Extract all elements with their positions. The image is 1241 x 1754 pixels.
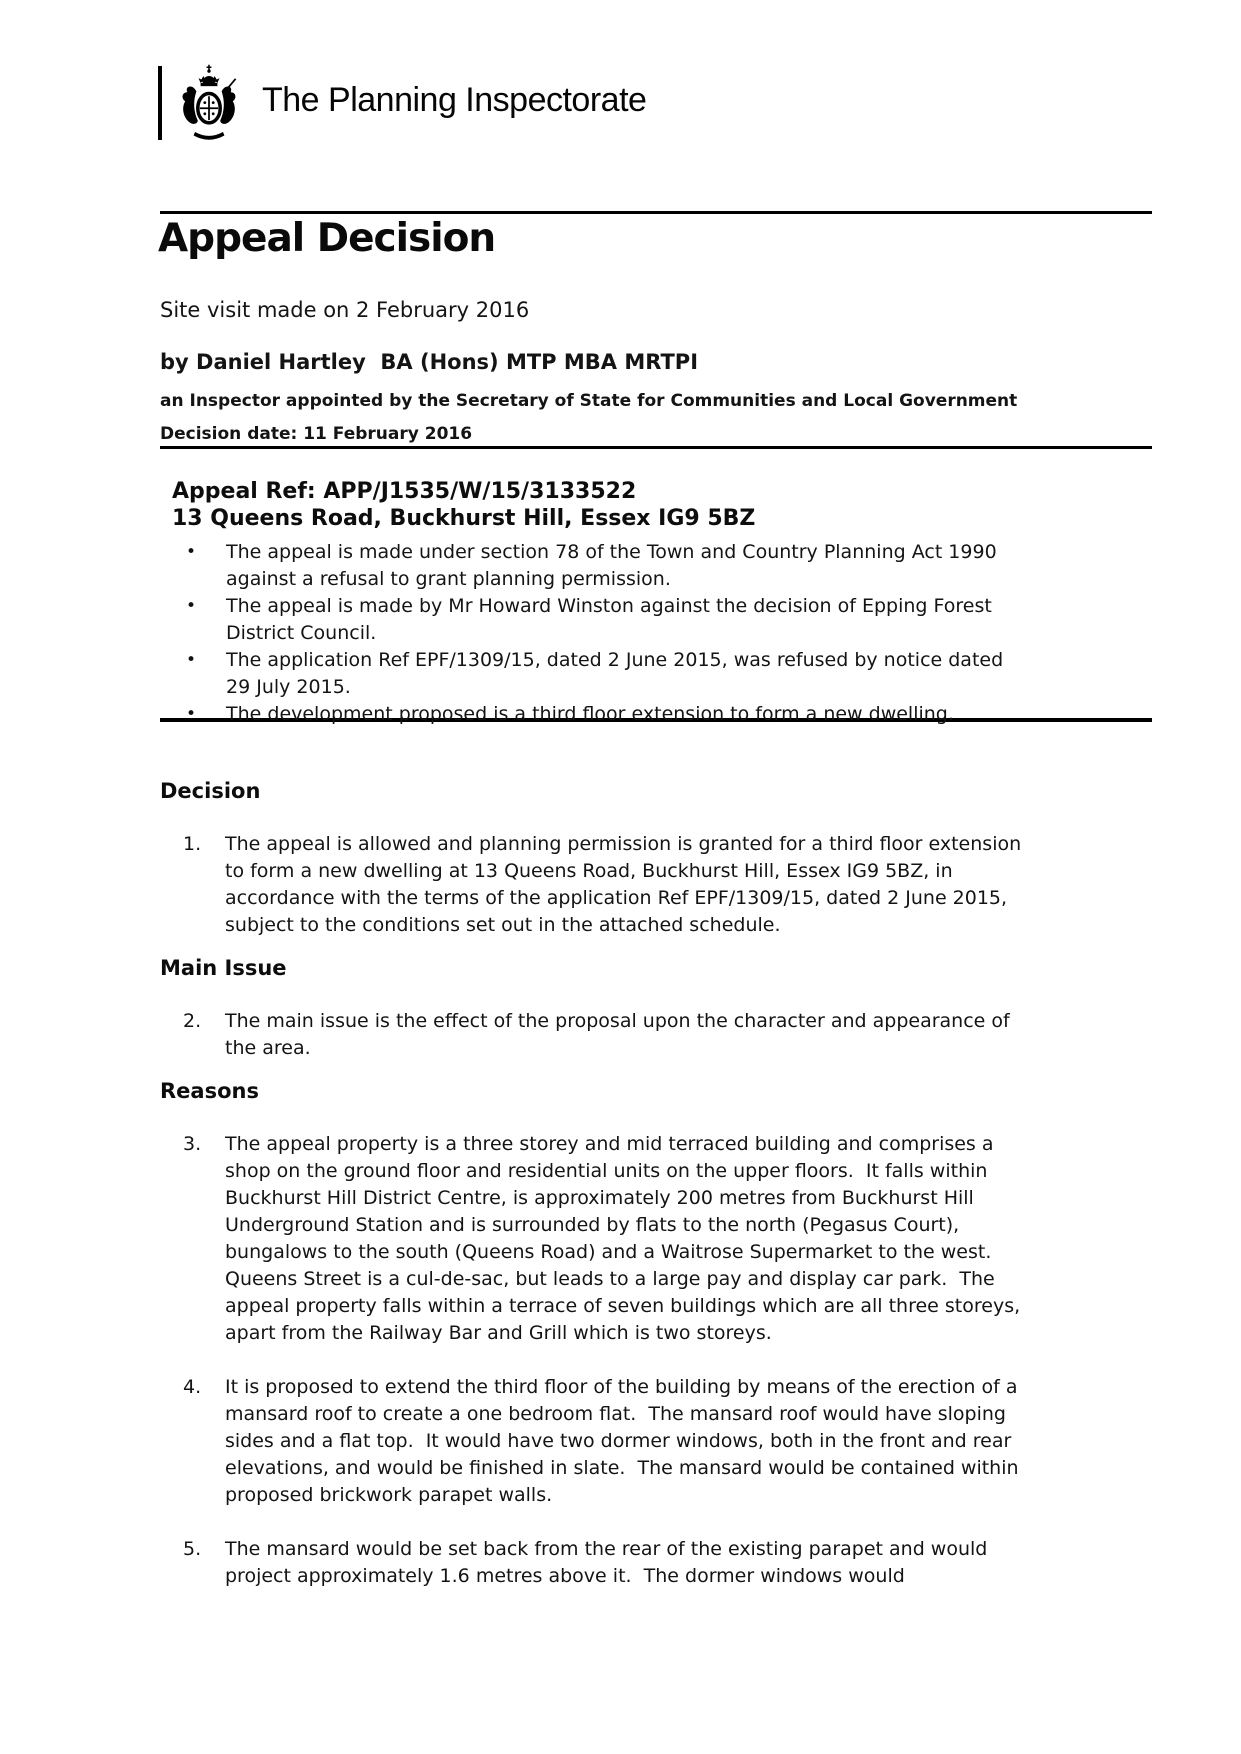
inspector-role-line: an Inspector appointed by the Secretary of State for Communities and Local Government — [160, 391, 1018, 411]
paragraph-text: The mansard would be set back from the rear of the existing parapet and would project approximately 1.6 metres above it. The dormer windows would — [225, 1538, 994, 1587]
site-visit-line: Site visit made on 2 February 2016 — [160, 298, 530, 322]
appeal-address: 13 Queens Road, Buckhurst Hill, Essex IG9 5BZ — [172, 506, 756, 531]
numbered-paragraph — [160, 1536, 1060, 1590]
section-heading-decision: Decision — [160, 779, 261, 803]
bullet-icon: • — [186, 704, 197, 724]
list-item — [172, 539, 1152, 593]
bullet-text: The development proposed is a third floor extension to form a new dwelling. — [226, 703, 954, 725]
royal-coat-of-arms-icon — [174, 64, 244, 144]
appeal-reference-block — [172, 478, 1152, 728]
paragraph-number: 4. — [183, 1376, 202, 1398]
page-title: Appeal Decision — [158, 216, 496, 261]
list-item — [172, 593, 1152, 647]
inspector-by-line: by Daniel Hartley BA (Hons) MTP MBA MRTPI — [160, 350, 699, 374]
organisation-name: The Planning Inspectorate — [262, 81, 647, 119]
bullet-text: The appeal is made under section 78 of the Town and Country Planning Act 1990 against a refusal to grant planning permission. — [226, 541, 1003, 590]
paragraph-text: The appeal property is a three storey and mid terraced building and comprises a shop on the ground floor and residential units on the upper floors. It falls within Buckhurst Hill District Centre, is approximately 200 metres from Buckhurst Hill Underground Station and is surrounded by flats to the north (Pegasus Court), bungalows to the south (Queens Road) and a Waitrose Supermarket to the west. Queens Street is a cul-de-sac, but leads to a large pay and display car park. The appeal property falls within a terrace of seven buildings which are all three storeys, apart from the Railway Bar and Grill which is two storeys. — [225, 1133, 1027, 1344]
bullet-text: The appeal is made by Mr Howard Winston against the decision of Epping Forest District Council. — [226, 595, 998, 644]
header-rule — [160, 211, 1152, 214]
paragraph-number: 3. — [183, 1133, 202, 1155]
logo-divider-bar — [158, 66, 162, 140]
numbered-paragraph — [160, 1008, 1060, 1062]
numbered-paragraph — [160, 831, 1060, 939]
appeal-ref: Appeal Ref: APP/J1535/W/15/3133522 — [172, 479, 637, 504]
paragraph-text: The main issue is the effect of the proposal upon the character and appearance of the area. — [225, 1010, 1016, 1059]
appeal-bullet-list — [172, 539, 1152, 728]
list-item — [172, 701, 1152, 728]
numbered-paragraph — [160, 1131, 1060, 1347]
bullet-icon: • — [186, 596, 197, 616]
paragraph-number: 5. — [183, 1538, 202, 1560]
section-heading-main-issue: Main Issue — [160, 956, 287, 980]
paragraph-text: It is proposed to extend the third floor of the building by means of the erection of a mansard roof to create a one bedroom flat. The mansard roof would have sloping sides and a flat top. It would have two dormer windows, both in the front and rear elevations, and would be finished in slate. The mansard would be contained within proposed brickwork parapet walls. — [225, 1376, 1025, 1506]
numbered-paragraph — [160, 1374, 1060, 1509]
section-heading-reasons: Reasons — [160, 1079, 259, 1103]
decision-date-line: Decision date: 11 February 2016 — [160, 424, 473, 444]
bullet-icon: • — [186, 650, 197, 670]
bullet-icon: • — [186, 542, 197, 562]
paragraph-text: The appeal is allowed and planning permission is granted for a third floor extension to form a new dwelling at 13 Queens Road, Buckhurst Hill, Essex IG9 5BZ, in accordance with the terms of the application Ref EPF/1309/15, dated 2 June 2015, subject to the conditions set out in the attached schedule. — [225, 833, 1028, 936]
paragraph-number: 2. — [183, 1010, 202, 1032]
list-item — [172, 647, 1152, 701]
decision-body — [160, 778, 1060, 1590]
bullet-text: The application Ref EPF/1309/15, dated 2 June 2015, was refused by notice dated 29 July 2015. — [226, 649, 1010, 698]
paragraph-number: 1. — [183, 833, 202, 855]
meta-rule — [160, 446, 1152, 449]
